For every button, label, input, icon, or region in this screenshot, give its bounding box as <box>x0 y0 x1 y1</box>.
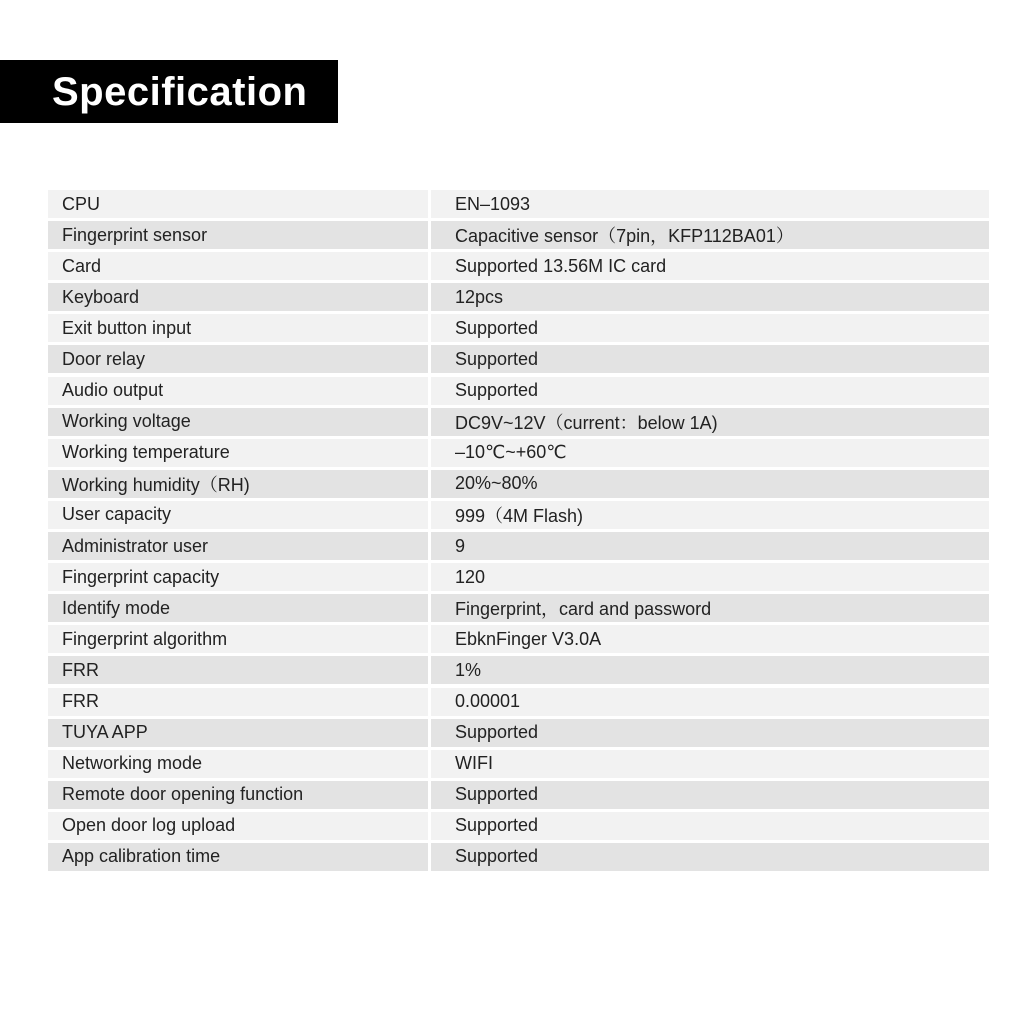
spec-value: Supported <box>431 345 989 373</box>
spec-value: Capacitive sensor（7pin，KFP112BA01） <box>431 221 989 249</box>
table-row <box>48 190 989 218</box>
spec-label: Working humidity（RH) <box>48 470 428 498</box>
spec-value: 1% <box>431 656 989 684</box>
spec-value: DC9V~12V（current：below 1A) <box>431 408 989 436</box>
spec-label: Keyboard <box>48 283 428 311</box>
spec-value: 9 <box>431 532 989 560</box>
spec-label: FRR <box>48 656 428 684</box>
spec-label: Networking mode <box>48 750 428 778</box>
table-row <box>48 252 989 280</box>
spec-label: Remote door opening function <box>48 781 428 809</box>
spec-value: 120 <box>431 563 989 591</box>
spec-label: User capacity <box>48 501 428 529</box>
spec-label: CPU <box>48 190 428 218</box>
table-row <box>48 314 989 342</box>
spec-value: Supported <box>431 719 989 747</box>
spec-label: Door relay <box>48 345 428 373</box>
table-row <box>48 563 989 591</box>
spec-label: Working voltage <box>48 408 428 436</box>
table-row <box>48 625 989 653</box>
spec-label: FRR <box>48 688 428 716</box>
table-row <box>48 843 989 871</box>
table-row <box>48 688 989 716</box>
spec-value: Supported <box>431 812 989 840</box>
table-row <box>48 408 989 436</box>
spec-label: TUYA APP <box>48 719 428 747</box>
table-row <box>48 750 989 778</box>
spec-label: Fingerprint sensor <box>48 221 428 249</box>
spec-label: Open door log upload <box>48 812 428 840</box>
table-row <box>48 470 989 498</box>
specification-table <box>48 190 989 874</box>
spec-value: Supported <box>431 377 989 405</box>
table-row <box>48 719 989 747</box>
spec-label: App calibration time <box>48 843 428 871</box>
spec-label: Fingerprint capacity <box>48 563 428 591</box>
spec-value: WIFI <box>431 750 989 778</box>
spec-label: Administrator user <box>48 532 428 560</box>
spec-value: 20%~80% <box>431 470 989 498</box>
spec-label: Exit button input <box>48 314 428 342</box>
spec-value: Fingerprint，card and password <box>431 594 989 622</box>
table-row <box>48 345 989 373</box>
spec-label: Audio output <box>48 377 428 405</box>
spec-value: –10℃~+60℃ <box>431 439 989 467</box>
spec-value: EN–1093 <box>431 190 989 218</box>
table-row <box>48 283 989 311</box>
table-row <box>48 781 989 809</box>
table-row <box>48 594 989 622</box>
spec-value: 12pcs <box>431 283 989 311</box>
title-banner <box>0 60 338 123</box>
table-row <box>48 656 989 684</box>
spec-value: EbknFinger V3.0A <box>431 625 989 653</box>
table-row <box>48 221 989 249</box>
table-row <box>48 377 989 405</box>
spec-value: Supported <box>431 843 989 871</box>
spec-value: 0.00001 <box>431 688 989 716</box>
table-row <box>48 812 989 840</box>
table-row <box>48 501 989 529</box>
spec-label: Fingerprint algorithm <box>48 625 428 653</box>
spec-value: Supported <box>431 314 989 342</box>
spec-label: Working temperature <box>48 439 428 467</box>
page-title: Specification <box>52 69 308 114</box>
spec-value: Supported 13.56M IC card <box>431 252 989 280</box>
table-row <box>48 439 989 467</box>
spec-label: Identify mode <box>48 594 428 622</box>
table-row <box>48 532 989 560</box>
spec-value: 999（4M Flash) <box>431 501 989 529</box>
spec-value: Supported <box>431 781 989 809</box>
spec-label: Card <box>48 252 428 280</box>
